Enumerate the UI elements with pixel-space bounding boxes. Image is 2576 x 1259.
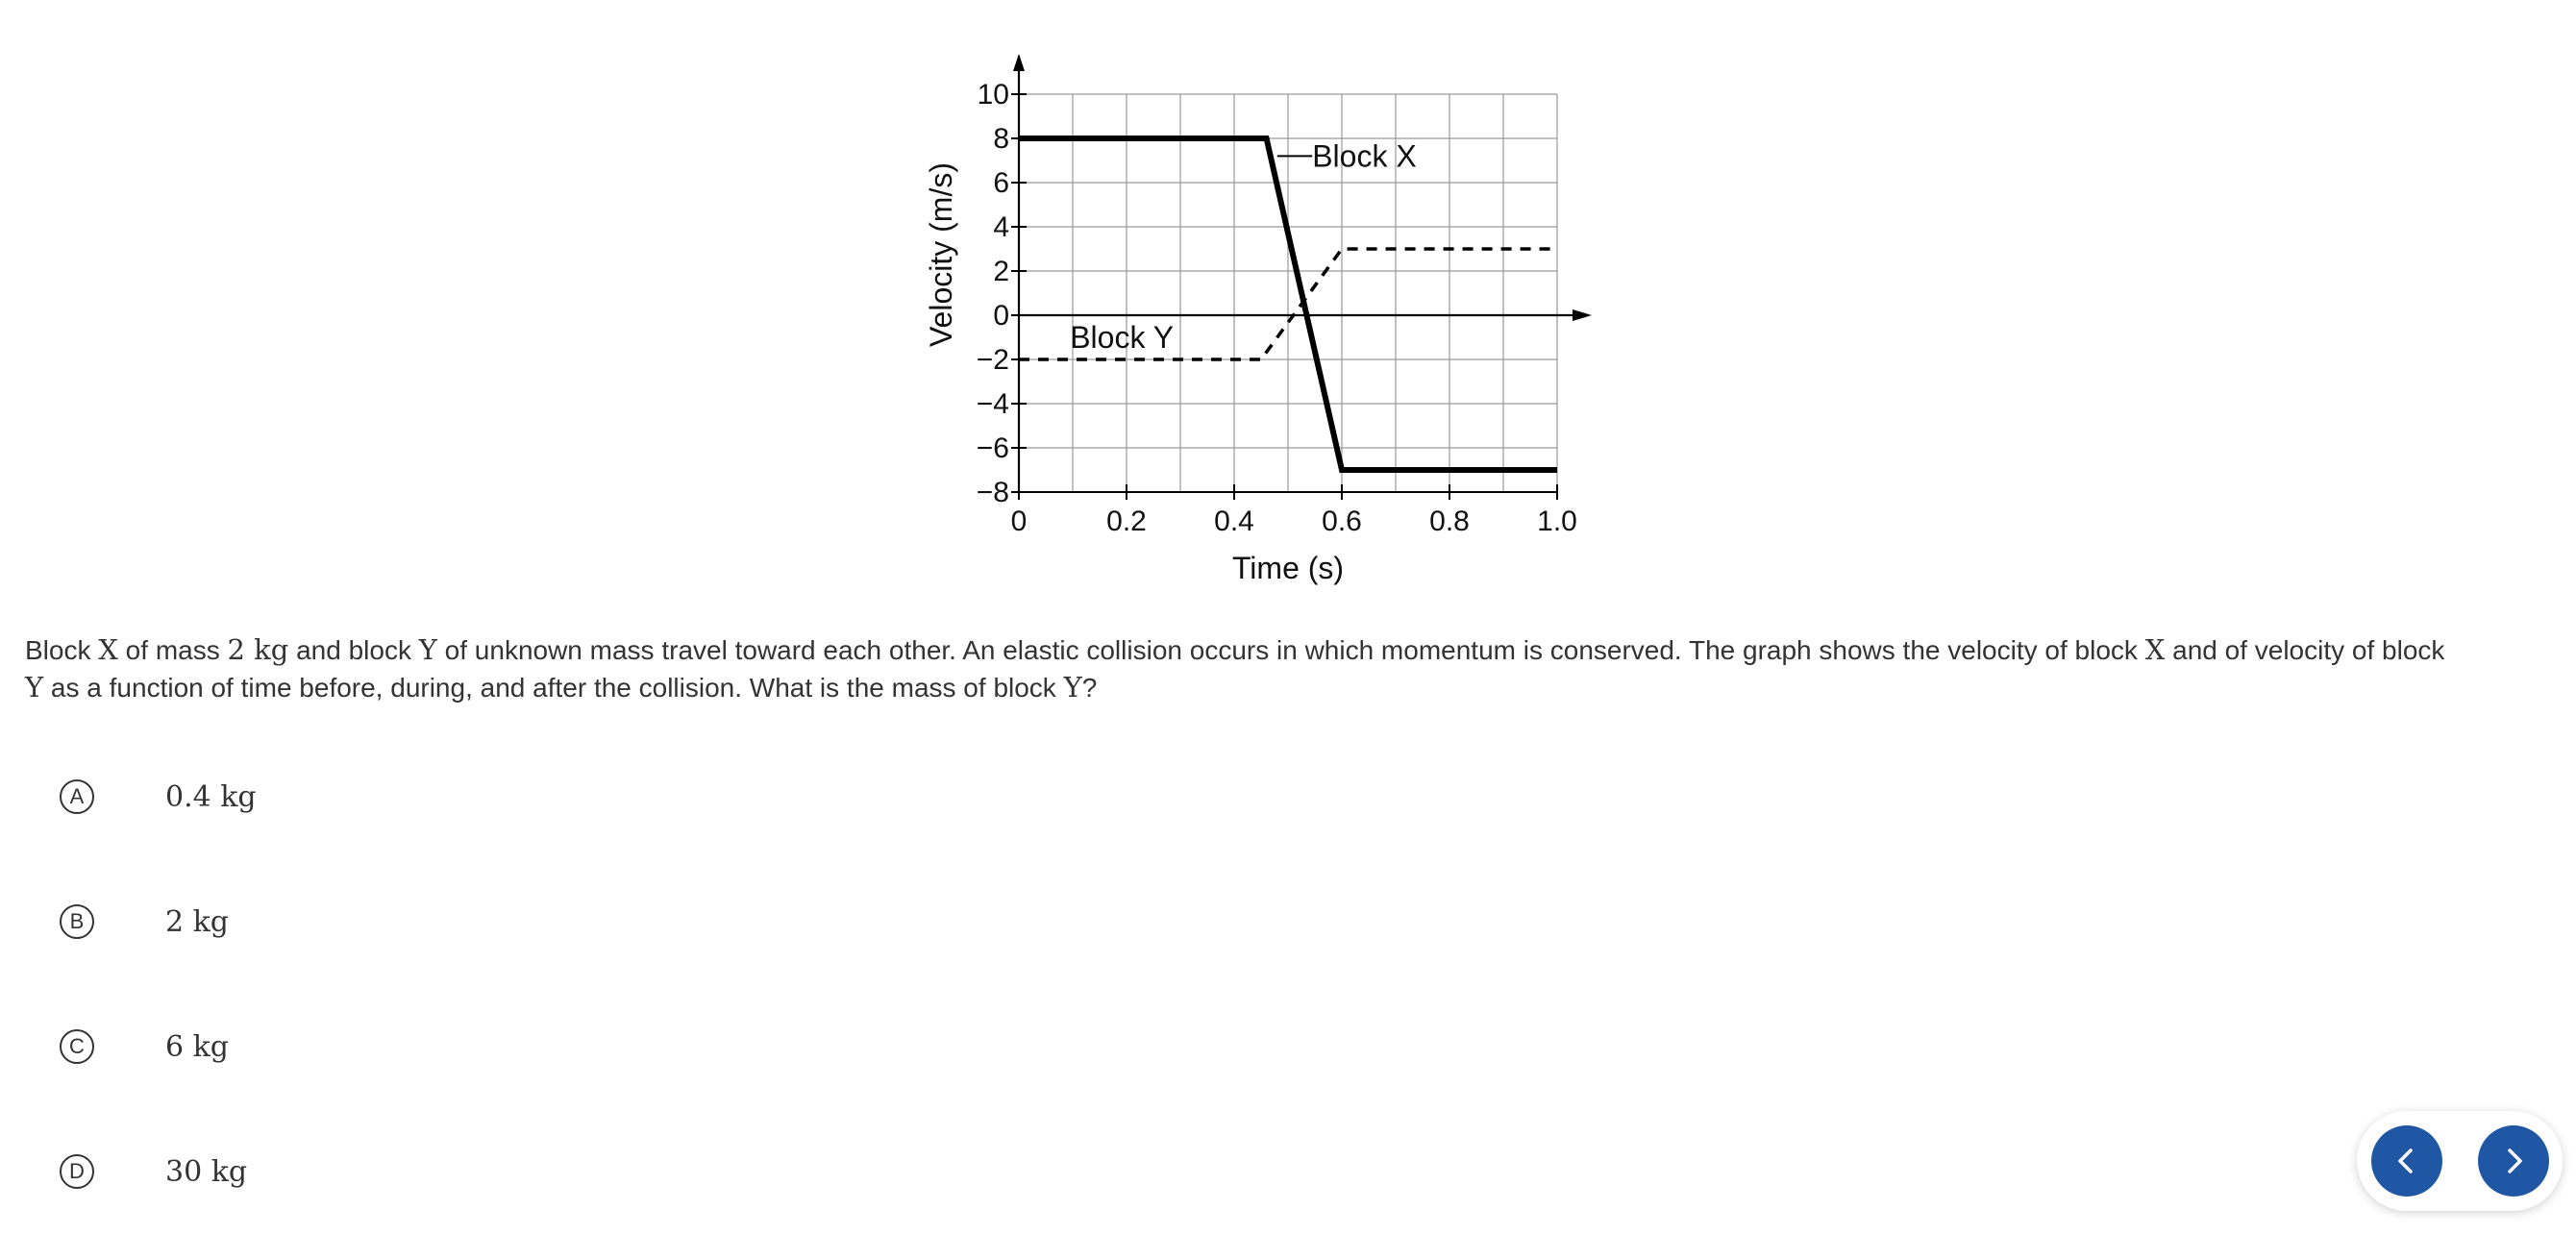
x-tick-label: 0 — [1010, 506, 1028, 537]
question-text-part: Block — [25, 635, 99, 665]
question-text-part: ? — [1081, 673, 1098, 703]
question-math-block-y: Y — [418, 633, 437, 666]
y-axis-title: Velocity (m/s) — [924, 161, 958, 348]
x-tick-label: 1.0 — [1537, 506, 1577, 537]
question-text — [25, 631, 2505, 706]
x-tick-label: 0.6 — [1322, 506, 1362, 537]
navigation-controls — [2357, 1111, 2563, 1211]
question-text-part: as a function of time before, during, and after the collision. What is the mass of block — [43, 673, 1064, 703]
choice-text: 0.4 kg — [165, 779, 257, 814]
x-axis-title: Time (s) — [1231, 551, 1345, 585]
previous-button[interactable] — [2371, 1125, 2442, 1197]
question-math-mass: 2 kg — [227, 633, 289, 666]
question-text-part: of unknown mass travel toward each other. An elastic collision occurs in which momentum is conserved. The graph shows the velocity of block — [436, 635, 2145, 665]
chart-grid — [1019, 94, 1557, 492]
choice-text: 30 kg — [165, 1154, 248, 1189]
choice-d[interactable] — [60, 1143, 636, 1200]
y-tick-label: −6 — [976, 432, 1009, 464]
choice-letter-badge: B — [60, 904, 94, 939]
y-axis-arrow-icon — [1013, 54, 1025, 71]
question-math-block-y: Y — [25, 671, 44, 704]
x-tick-label: 0.4 — [1214, 506, 1254, 537]
choice-c[interactable] — [60, 1018, 636, 1075]
y-tick-label: 4 — [993, 211, 1009, 243]
y-tick-label: 6 — [993, 167, 1009, 199]
chart-axes — [1013, 54, 1592, 492]
choice-a[interactable] — [60, 768, 636, 826]
question-text-part: and block — [288, 635, 419, 665]
choice-text: 6 kg — [165, 1029, 230, 1064]
question-text-part: and of velocity of block — [2165, 635, 2445, 665]
y-tick-label: 8 — [993, 123, 1009, 155]
next-button[interactable] — [2478, 1125, 2549, 1197]
choice-text: 2 kg — [165, 904, 230, 939]
y-tick-label: −4 — [976, 388, 1009, 420]
velocity-time-graph — [904, 38, 1615, 605]
block-y-label: Block Y — [1070, 320, 1175, 355]
y-tick-label: 10 — [977, 79, 1009, 111]
choice-letter-badge: C — [60, 1029, 94, 1064]
chevron-left-icon — [2388, 1142, 2426, 1180]
question-math-block-x: X — [2144, 633, 2166, 666]
question-math-block-x: X — [98, 633, 118, 666]
y-tick-label: −8 — [976, 477, 1009, 508]
choice-letter-badge: D — [60, 1154, 94, 1189]
choice-letter-badge: A — [60, 779, 94, 814]
y-tick-label: −2 — [976, 344, 1009, 376]
x-tick-label: 0.8 — [1429, 506, 1470, 537]
question-math-block-y: Y — [1063, 671, 1082, 704]
choice-b[interactable] — [60, 893, 636, 950]
y-tick-label: 0 — [993, 300, 1009, 332]
question-text-part: of mass — [117, 635, 228, 665]
chevron-right-icon — [2494, 1142, 2533, 1180]
x-axis-arrow-icon — [1573, 309, 1592, 321]
block-x-label: Block X — [1312, 138, 1417, 174]
y-tick-label: 2 — [993, 256, 1009, 287]
x-tick-label: 0.2 — [1106, 506, 1147, 537]
